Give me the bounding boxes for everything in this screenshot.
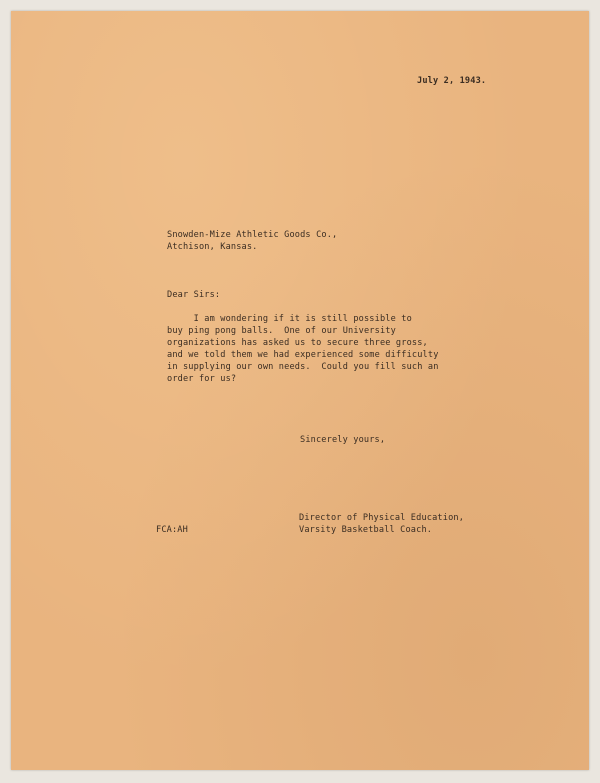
- recipient-address: [167, 229, 337, 253]
- body-line: organizations has asked us to secure three gross,: [167, 338, 428, 348]
- signature-line: Director of Physical Education,: [299, 513, 465, 523]
- recipient-line: Atchison, Kansas.: [167, 242, 258, 252]
- body-line: and we told them we had experienced some difficulty: [167, 350, 439, 360]
- salutation: Dear Sirs:: [167, 290, 221, 300]
- recipient-line: Snowden-Mize Athletic Goods Co.,: [167, 230, 338, 240]
- body-line: buy ping pong balls. One of our University: [167, 326, 396, 336]
- letter-body: [167, 313, 439, 385]
- reference-initials: FCA:AH: [156, 525, 188, 535]
- letter-date: July 2, 1943.: [417, 76, 487, 86]
- signature-block: [299, 512, 464, 536]
- body-line: order for us?: [167, 374, 237, 384]
- body-line: I am wondering if it is still possible to: [167, 314, 412, 324]
- body-line: in supplying our own needs. Could you fill such an: [167, 362, 439, 372]
- closing: Sincerely yours,: [300, 435, 386, 445]
- letter-paper: [11, 11, 589, 770]
- signature-line: Varsity Basketball Coach.: [299, 525, 433, 535]
